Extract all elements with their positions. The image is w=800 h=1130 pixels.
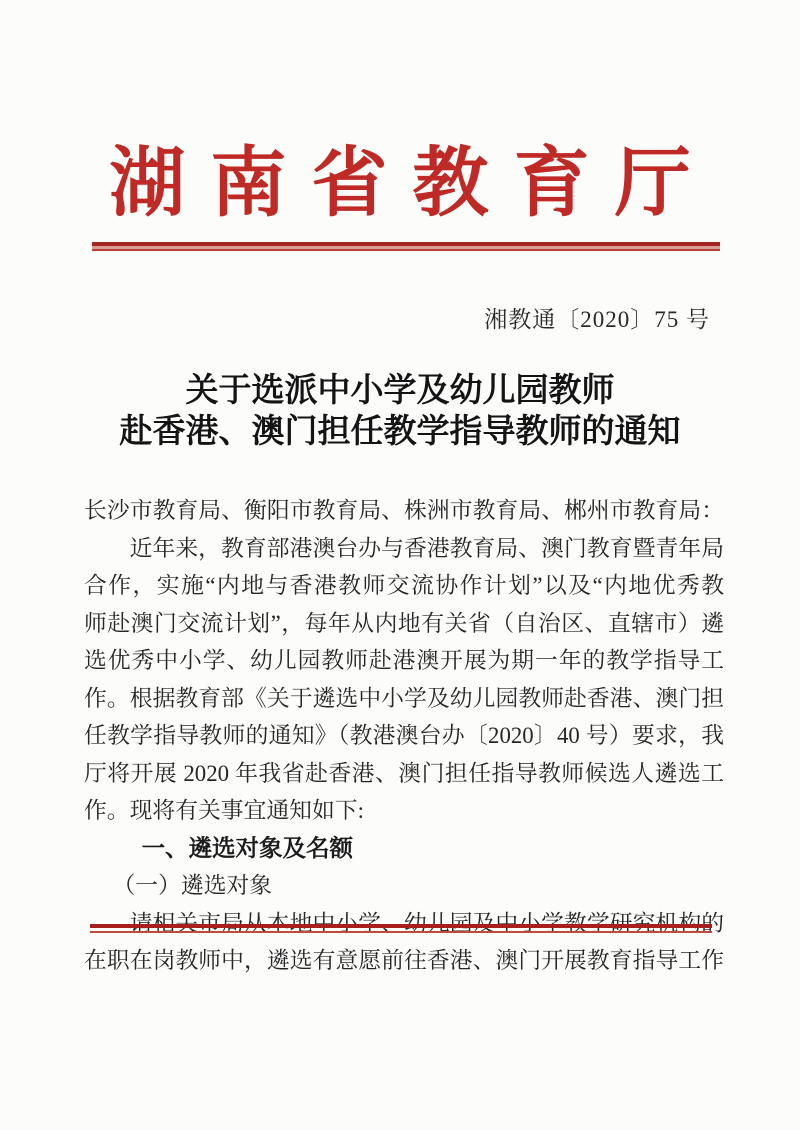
body-line: 厅将开展 2020 年我省赴香港、澳门担任指导教师候选人遴选工 — [84, 760, 724, 786]
agency-letterhead: 湖南省教育厅 — [109, 142, 716, 226]
document-number: 湘教通〔2020〕75 号 — [484, 307, 710, 332]
addressee-line: 长沙市教育局、衡阳市教育局、株洲市教育局、郴州市教育局： — [84, 498, 724, 523]
red-strike-double-rule — [90, 924, 712, 933]
body-line: 近年来，教育部港澳台办与香港教育局、澳门教育暨青年局 — [129, 535, 724, 561]
body-line: 任教学指导教师的通知》（教港澳台办〔2020〕40 号）要求，我 — [84, 723, 724, 748]
letterhead-double-rule — [92, 242, 720, 251]
body-line: 合作，实施“内地与香港教师交流协作计划”以及“内地优秀教 — [84, 573, 724, 598]
body-line: 请相关市局从本地中小学、幼儿园及中小学教学研究机构的 — [129, 910, 724, 936]
body-line: 在职在岗教师中，遴选有意愿前往香港、澳门开展教育指导工作 — [84, 948, 724, 973]
notice-title — [0, 371, 800, 453]
body-line: 作。现将有关事宜通知如下: — [84, 798, 364, 823]
document-body — [84, 492, 724, 980]
notice-title-line2: 赴香港、澳门担任教学指导教师的通知 — [119, 414, 681, 450]
body-line: 选优秀中小学、幼儿园教师赴港澳开展为期一年的教学指导工 — [84, 648, 724, 673]
section-heading: 一、遴选对象及名额 — [141, 834, 354, 861]
body-line: 作。根据教育部《关于遴选中小学及幼儿园教师赴香港、澳门担 — [84, 685, 724, 711]
notice-title-line1: 关于选派中小学及幼儿园教师 — [185, 373, 615, 409]
subsection-heading: （一）遴选对象 — [112, 873, 273, 898]
body-line: 师赴澳门交流计划”，每年从内地有关省（自治区、直辖市）遴 — [84, 610, 724, 636]
